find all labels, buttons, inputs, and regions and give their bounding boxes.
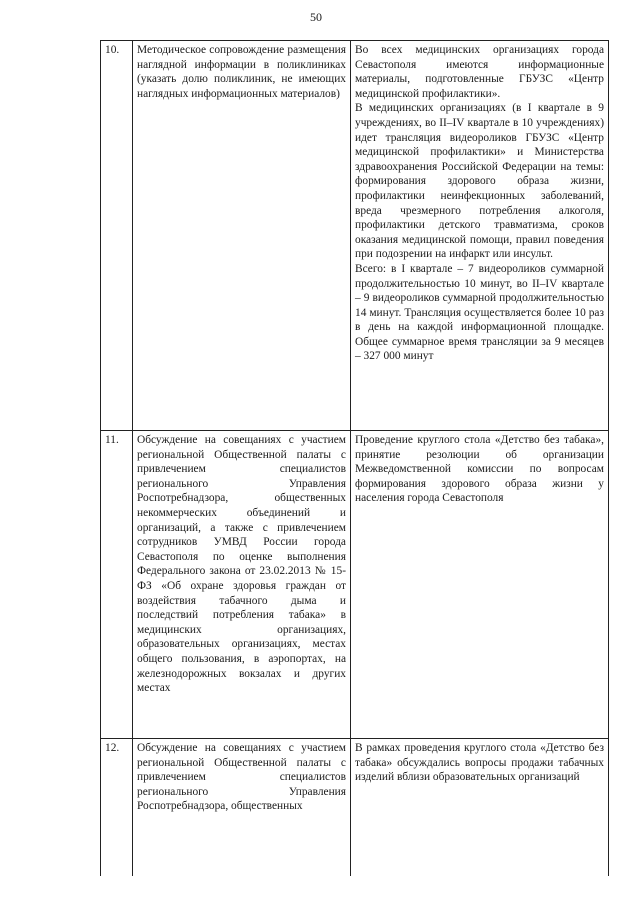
row-number: 10. [101,41,133,431]
table-row [101,739,609,877]
result-paragraph: В медицинских организациях (в I квартале в 9 учреждениях, во II–IV квартале в 10 учреждениях) идет трансляция видеороликов ГБУЗС «Центр медицинской профилактики» и Министерства здравоохранения Российской Федерации на темы: формирования здорового образа жизни, профилактики неинфекционных заболеваний, вреда чрезмерного потребления алкоголя, профилактики детского травматизма, сроков оказания медицинской помощи, правил поведения при подозрении на инфаркт или инсульт. [355,102,604,261]
page-number: 50 [310,10,322,24]
event-result [351,41,609,431]
result-paragraph: Во всех медицинских организациях города Севастополя имеются информационные материалы, подготовленные ГБУЗС «Центр медицинской профилактики». [355,44,604,100]
result-paragraph: Проведение круглого стола «Детство без табака», принятие резолюции об организации Межведомственной комиссии по вопросам формирования здорового образа жизни у населения города Севастополя [355,434,604,505]
event-description: Обсуждение на совещаниях с участием региональной Общественной палаты с привлечением специалистов регионального Управления Роспотребнадзора, общественных некоммерческих объединений и организаций, а также с привлечением сотрудников УМВД России города Севастополя по оценке выполнения Федерального закона от 23.02.2013 № 15-ФЗ «Об охране здоровья граждан от воздействия табачного дыма и последствий потребления табака» в медицинских организациях, образовательных организациях, местах общего пользования, в аэропортах, на железнодорожных вокзалах и других местах [133,431,351,739]
event-result [351,739,609,877]
measures-table [100,40,609,876]
row-number: 11. [101,431,133,739]
result-paragraph: В рамках проведения круглого стола «Детство без табака» обсуждались вопросы продажи табачных изделий вблизи образовательных организаций [355,742,604,784]
event-description: Обсуждение на совещаниях с участием региональной Общественной палаты с привлечением специалистов регионального Управления Роспотребнадзора, общественных [133,739,351,877]
table-row [101,431,609,739]
event-description: Методическое сопровождение размещения наглядной информации в поликлиниках (указать долю поликлиник, не имеющих наглядных информационных материалов) [133,41,351,431]
table-row [101,41,609,431]
result-paragraph: Всего: в I квартале – 7 видеороликов суммарной продолжительностью 10 минут, во II–IV квартале – 9 видеороликов суммарной продолжительностью 14 минут. Трансляция осуществляется более 10 раз в день на каждой информационной площадке. Общее суммарное время трансляции за 9 месяцев – 327 000 минут [355,262,604,363]
event-result [351,431,609,739]
row-number: 12. [101,739,133,877]
